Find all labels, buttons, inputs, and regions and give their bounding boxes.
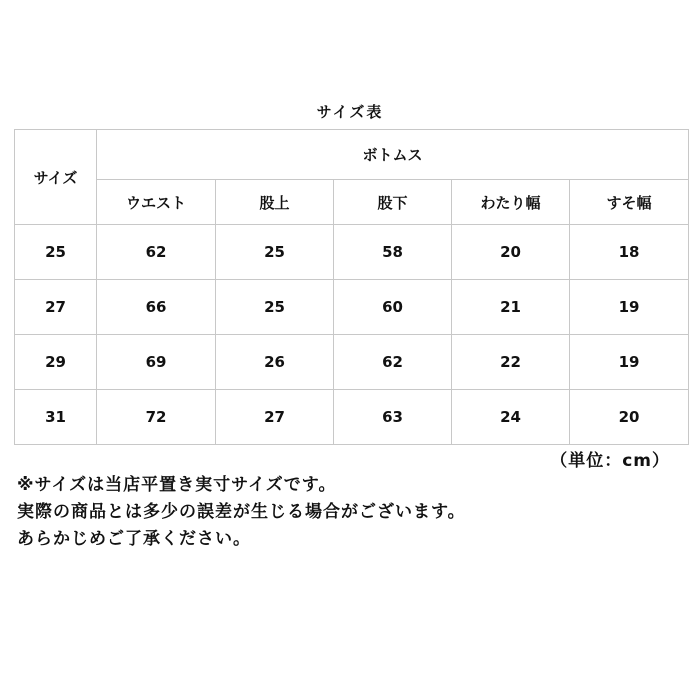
value-cell: 25 <box>216 225 334 280</box>
column-header-hem: すそ幅 <box>570 180 689 225</box>
value-cell: 19 <box>570 280 689 335</box>
note-line: 実際の商品とは多少の誤差が生じる場合がございます。 <box>17 502 466 522</box>
value-cell: 19 <box>570 335 689 390</box>
value-cell: 20 <box>570 390 689 445</box>
unit-note: （単位：cm） <box>550 451 670 471</box>
value-cell: 63 <box>334 390 452 445</box>
value-cell: 66 <box>97 280 216 335</box>
note-line: あらかじめご了承ください。 <box>17 529 251 549</box>
value-cell: 22 <box>452 335 570 390</box>
value-cell: 24 <box>452 390 570 445</box>
size-cell: 27 <box>15 280 97 335</box>
value-cell: 26 <box>216 335 334 390</box>
value-cell: 62 <box>97 225 216 280</box>
column-header-inseam: 股下 <box>334 180 452 225</box>
table-header-row-columns <box>15 180 689 225</box>
size-cell: 29 <box>15 335 97 390</box>
table-row <box>15 335 689 390</box>
size-cell: 25 <box>15 225 97 280</box>
value-cell: 62 <box>334 335 452 390</box>
value-cell: 25 <box>216 280 334 335</box>
table-row <box>15 225 689 280</box>
column-header-waist: ウエスト <box>97 180 216 225</box>
table-header-row-group <box>15 130 689 180</box>
group-header-bottoms: ボトムス <box>97 130 689 180</box>
value-cell: 27 <box>216 390 334 445</box>
value-cell: 69 <box>97 335 216 390</box>
column-header-thigh: わたり幅 <box>452 180 570 225</box>
column-header-rise: 股上 <box>216 180 334 225</box>
notes <box>17 472 466 553</box>
value-cell: 60 <box>334 280 452 335</box>
value-cell: 21 <box>452 280 570 335</box>
row-header-size: サイズ <box>15 130 97 225</box>
value-cell: 20 <box>452 225 570 280</box>
table-row <box>15 390 689 445</box>
size-table <box>14 129 689 445</box>
value-cell: 58 <box>334 225 452 280</box>
table-row <box>15 280 689 335</box>
value-cell: 72 <box>97 390 216 445</box>
page-title: サイズ表 <box>316 103 384 121</box>
note-line: ※サイズは当店平置き実寸サイズです。 <box>17 475 337 495</box>
value-cell: 18 <box>570 225 689 280</box>
size-cell: 31 <box>15 390 97 445</box>
